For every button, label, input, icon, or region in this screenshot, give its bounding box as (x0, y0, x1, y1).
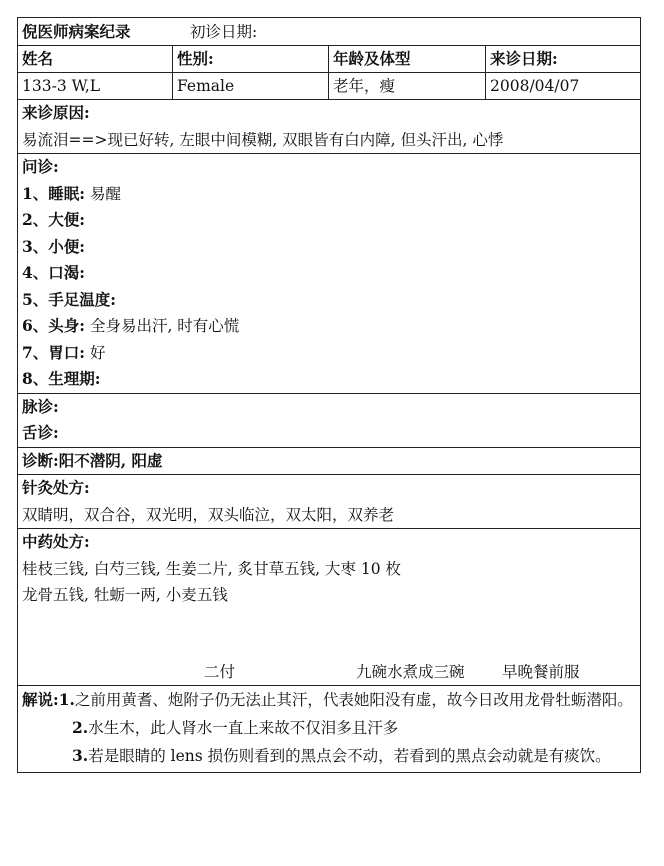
name-header: 姓名 (18, 46, 173, 72)
record-title: 倪医师病案纪录 (22, 22, 131, 41)
visit-date-header: 来诊日期: (490, 49, 558, 68)
explanation-num-1: 1. (58, 689, 75, 709)
visit-date: 2008/04/07 (490, 77, 580, 95)
diagnosis-label: 诊断: (22, 450, 59, 470)
inquiry-item-label: 3、小便: (22, 236, 86, 256)
case-record-table (17, 17, 641, 773)
reason-label: 来诊原因: (22, 103, 90, 122)
inquiry-section (18, 154, 640, 394)
herbal-label: 中药处方: (22, 532, 90, 551)
diagnosis-line (18, 448, 640, 475)
inquiry-item (18, 234, 640, 261)
inquiry-item-label: 4、口渴: (22, 263, 86, 282)
dose-count: 二付 (204, 662, 236, 681)
explanation-text-1: 之前用黄耆、炮附子仍无法止其汗，代表她阳没有虚，故今日改用龙骨牡蛎潜阳。 (74, 690, 633, 709)
herbal-line: 桂枝三钱, 白芍三钱, 生姜二片, 炙甘草五钱, 大枣 10 枚 (22, 559, 401, 578)
explanation-label: 解说: (22, 689, 59, 709)
reason-text: 易流泪==>现已好转, 左眼中间模糊, 双眼皆有白内障, 但头汗出, 心悸 (22, 130, 504, 149)
explanation-paragraph-2 (22, 714, 636, 742)
patient-name: 133-3 W,L (18, 73, 173, 99)
explanation-text-2: 水生木，此人肾水一直上来故不仅泪多且汗多 (88, 718, 399, 737)
inquiry-item (18, 313, 640, 340)
reason-section (18, 100, 640, 154)
inquiry-item-label: 2、大便: (22, 210, 86, 229)
dose-line (18, 659, 640, 685)
header-row (18, 18, 640, 46)
inquiry-item (18, 366, 640, 393)
pulse-tongue-section (18, 394, 640, 448)
inquiry-item (18, 260, 640, 287)
herbal-section (18, 529, 640, 686)
inquiry-item-label: 6、头身: (22, 316, 86, 335)
first-visit-label: 初诊日期: (190, 23, 258, 41)
herbal-line: 龙骨五钱, 牡蛎一两, 小麦五钱 (22, 586, 228, 604)
inquiry-item (18, 207, 640, 234)
acupuncture-text: 双睛明，双合谷，双光明，双头临泣，双太阳，双养老 (22, 505, 395, 524)
explanation-num-2: 2. (72, 717, 89, 737)
inquiry-item (18, 287, 640, 314)
inquiry-item-value: 全身易出汗, 时有心慌 (89, 317, 240, 335)
explanation-paragraph-1 (22, 686, 636, 714)
inquiry-item (18, 340, 640, 367)
inquiry-item-label: 5、手足温度: (22, 289, 117, 309)
inquiry-item-label: 7、胃口: (22, 342, 86, 362)
inquiry-item-label: 8、生理期: (22, 369, 101, 388)
inquiry-item-value: 好 (89, 343, 106, 362)
diagnosis-section (18, 448, 640, 476)
dose-method: 九碗水煮成三碗 (356, 662, 465, 681)
patient-gender: Female (173, 73, 329, 99)
acupuncture-section (18, 475, 640, 529)
dose-time: 早晚餐前服 (502, 662, 580, 681)
explanation-text-3: 若是眼睛的 lens 损伤则看到的黑点会不动，若看到的黑点会动就是有痰饮。 (88, 746, 611, 765)
inquiry-item-value: 易醒 (89, 184, 121, 203)
inquiry-label: 问诊: (22, 157, 59, 176)
explanation-paragraph-3 (22, 742, 636, 770)
inquiry-item-label: 1、睡眠: (22, 183, 86, 203)
inquiry-item (18, 181, 640, 208)
patient-age: 老年，瘦 (329, 73, 486, 99)
acupuncture-label: 针灸处方: (22, 478, 90, 497)
gender-header: 性别: (173, 46, 329, 72)
tongue-label: 舌诊: (22, 423, 59, 442)
patient-header-row (18, 46, 640, 73)
diagnosis-text: 阳不潜阴, 阳虚 (58, 450, 163, 470)
herbal-blank-space (18, 609, 640, 659)
explanation-section (18, 686, 640, 772)
pulse-label: 脉诊: (22, 396, 59, 416)
age-header: 年龄及体型 (329, 46, 486, 72)
patient-value-row (18, 73, 640, 100)
explanation-num-3: 3. (72, 745, 89, 765)
